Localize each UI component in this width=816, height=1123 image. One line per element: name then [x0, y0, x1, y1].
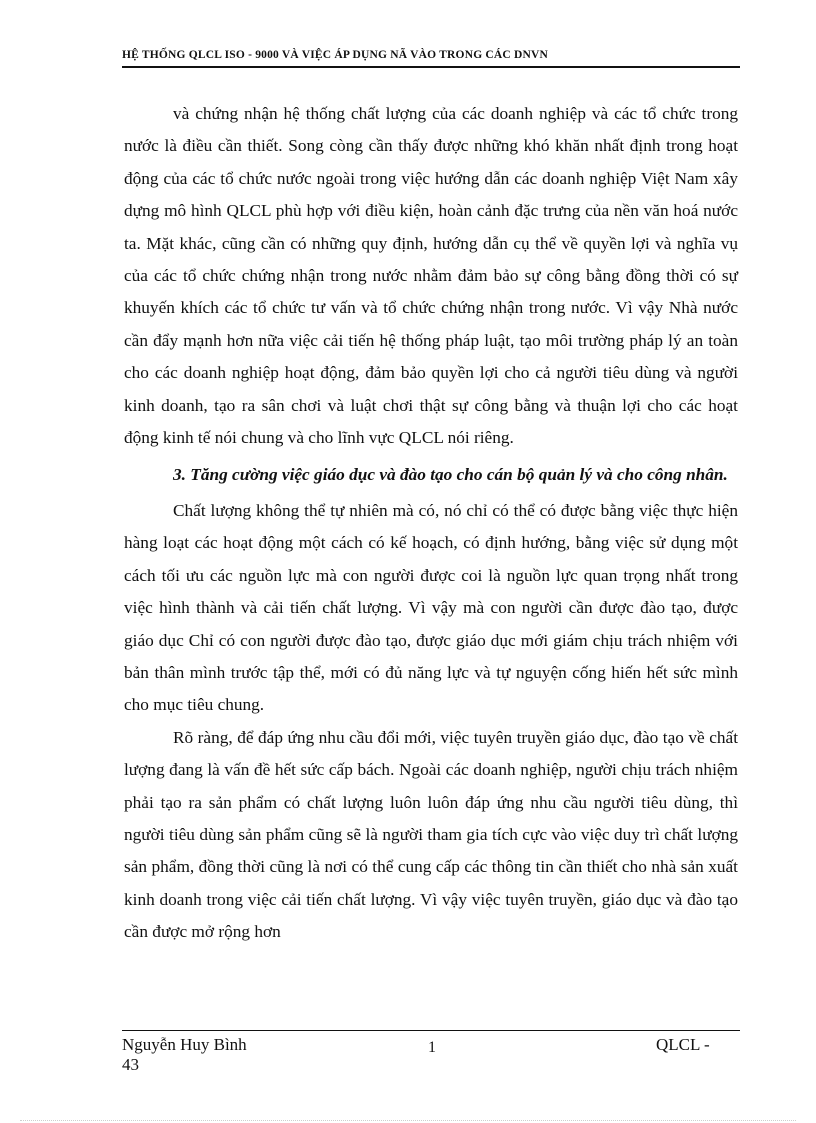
footer-subject: QLCL -	[656, 1035, 710, 1054]
footer-author	[122, 1035, 322, 1075]
footer-author-name: Nguyễn Huy Bình	[122, 1035, 247, 1054]
paragraph-education-urgency: Rõ ràng, để đáp ứng nhu cầu đổi mới, việc tuyên truyền giáo dục, đào tạo về chất lượng đang là vấn đề hết sức cấp bách. Ngoài các doanh nghiệp, người chịu trách nhiệm phải tạo ra sản phẩm có chất lượng luôn luôn đáp ứng nhu cầu người tiêu dùng, thì người tiêu dùng sản phẩm cũng sẽ là người tham gia tích cực vào việc duy trì chất lượng sản phẩm, đồng thời cũng là nơi có thể cung cấp các thông tin cần thiết cho nhà sản xuất kinh doanh trong việc cải tiến chất lượng. Vì vậy việc tuyên truyền, giáo dục và đào tạo cần được mở rộng hơn	[124, 727, 738, 942]
paragraph-quality-training: Chất lượng không thể tự nhiên mà có, nó chỉ có thể có được bằng việc thực hiện hàng loạt các hoạt động một cách có kế hoạch, có định hướng, bằng việc sử dụng một cách tối ưu các nguồn lực mà con người được coi là nguồn lực quan trọng nhất trong việc hình thành và cải tiến chất lượng. Vì vậy mà con người cần được đào tạo, được giáo dục Chỉ có con người được đào tạo, được giáo dục mới giám chịu trách nhiệm với bản thân mình trước tập thể, mới có đủ năng lực và tự nguyện cống hiến hết sức mình cho mục tiêu chung.	[124, 500, 738, 715]
section-heading-3: 3. Tăng cường việc giáo dục và đào tạo cho cán bộ quản lý và cho công nhân.	[173, 465, 728, 485]
footer-divider	[122, 1030, 740, 1031]
footer-page-number: 1	[428, 1039, 436, 1056]
footer-author-class: 43	[122, 1055, 139, 1074]
document-body	[124, 98, 738, 954]
page-header-title: HỆ THỐNG QLCL ISO - 9000 VÀ VIỆC ÁP DỤNG NÃ VÀO TRONG CÁC DNVN	[122, 49, 549, 61]
paragraph-continuation: và chứng nhận hệ thống chất lượng của các doanh nghiệp và các tổ chức trong nước là điều cần thiết. Song còng cần thấy được những khó khăn nhất định trong hoạt động của các tổ chức nước ngoài trong việc hướng dẫn các doanh nghiệp Việt Nam xây dựng mô hình QLCL phù hợp với điều kiện, hoàn cảnh đặc trưng của nền văn hoá nước ta. Mặt khác, cũng cần có những quy định, hướng dẫn cụ thể về quyền lợi và nghĩa vụ của các tổ chức chứng nhận trong nước nhằm đảm bảo sự công bằng đồng thời có sự khuyến khích các tổ chức tư vấn và tổ chức chứng nhận trong nước. Vì vậy Nhà nước cần đẩy mạnh hơn nữa việc cải tiến hệ thống pháp luật, tạo môi trường pháp lý an toàn cho các doanh nghiệp hoạt động, đảm bảo quyền lợi cho cả người tiêu dùng và người kinh doanh, tạo ra sân chơi và luật chơi thật sự công bằng và thuận lợi cho các hoạt động kinh tế nói chung và cho lĩnh vực QLCL nói riêng.	[124, 104, 738, 448]
header-divider	[122, 66, 740, 68]
page-bottom-edge	[20, 1120, 796, 1121]
